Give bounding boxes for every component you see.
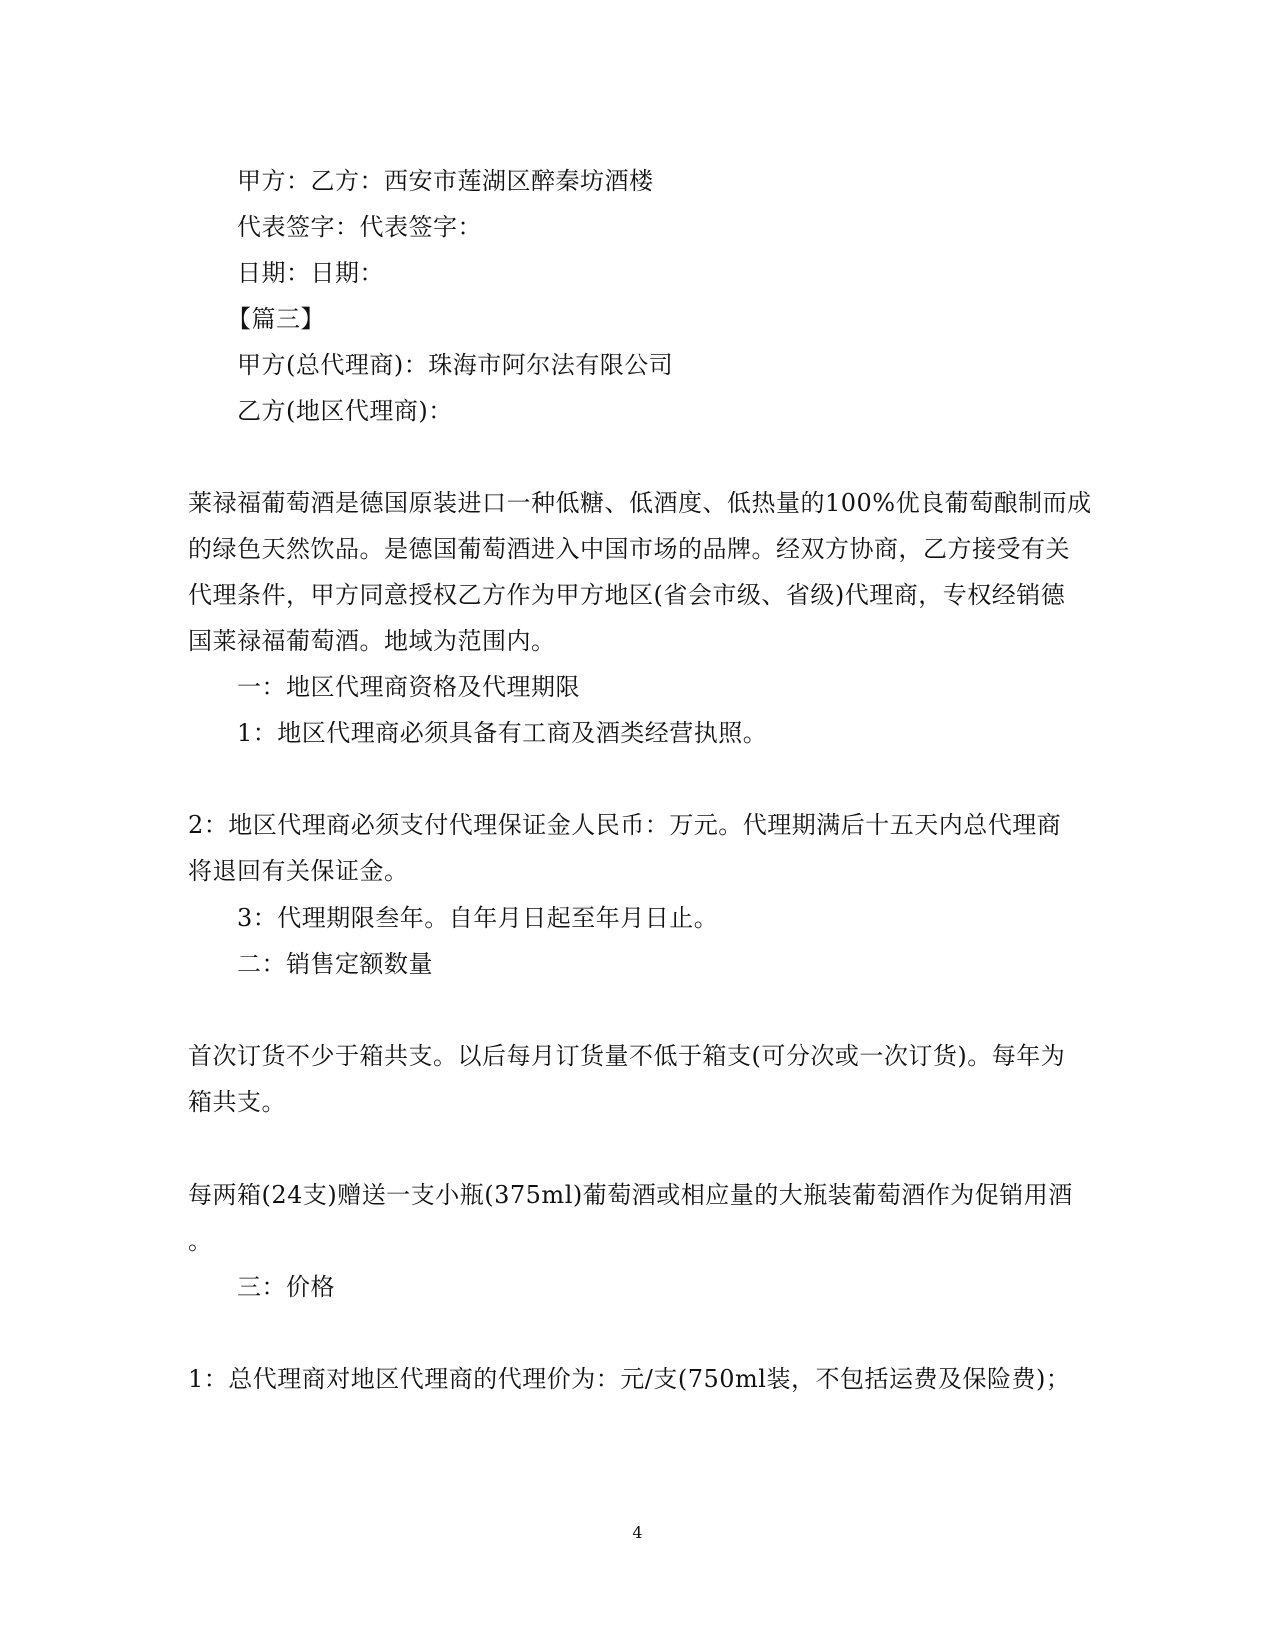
page-number: 4 xyxy=(632,1523,643,1542)
section-heading: 【篇三】 xyxy=(227,305,325,333)
clause-heading: 一：地区代理商资格及代理期限 xyxy=(237,673,580,701)
clause-item: 2：地区代理商必须支付代理保证金人民币：万元。代理期满后十五天内总代理商 xyxy=(188,811,1062,839)
paragraph-line: 。 xyxy=(188,1227,213,1255)
clause-heading: 三：价格 xyxy=(237,1273,335,1301)
paragraph-line: 箱共支。 xyxy=(188,1088,286,1116)
party-b-line: 乙方(地区代理商)： xyxy=(237,397,453,425)
paragraph-line: 莱禄福葡萄酒是德国原装进口一种低糖、低酒度、低热量的100%优良葡萄酿制而成 xyxy=(188,489,1092,517)
paragraph-line: 代理条件，甲方同意授权乙方作为甲方地区(省会市级、省级)代理商，专权经销德 xyxy=(188,581,1066,609)
paragraph-line: 每两箱(24支)赠送一支小瓶(375ml)葡萄酒或相应量的大瓶装葡萄酒作为促销用酒 xyxy=(188,1181,1073,1209)
clause-heading: 二：销售定额数量 xyxy=(237,950,433,978)
date-line: 日期：日期： xyxy=(237,259,384,287)
paragraph-line: 将退回有关保证金。 xyxy=(188,857,409,885)
clause-item: 1：总代理商对地区代理商的代理价为：元/支(750ml装，不包括运费及保险费)； xyxy=(188,1365,1071,1393)
paragraph-line: 国莱禄福葡萄酒。地域为范围内。 xyxy=(188,627,556,655)
signature-line: 代表签字：代表签字： xyxy=(237,213,482,241)
party-a-b-line: 甲方：乙方：西安市莲湖区醉秦坊酒楼 xyxy=(237,167,654,195)
paragraph-line: 的绿色天然饮品。是德国葡萄酒进入中国市场的品牌。经双方协商，乙方接受有关 xyxy=(188,535,1070,563)
paragraph-line: 首次订货不少于箱共支。以后每月订货量不低于箱支(可分次或一次订货)。每年为 xyxy=(188,1042,1066,1070)
clause-item: 1：地区代理商必须具备有工商及酒类经营执照。 xyxy=(237,719,768,747)
party-a-line: 甲方(总代理商)：珠海市阿尔法有限公司 xyxy=(237,351,674,379)
clause-item: 3：代理期限叁年。自年月日起至年月日止。 xyxy=(237,904,719,932)
